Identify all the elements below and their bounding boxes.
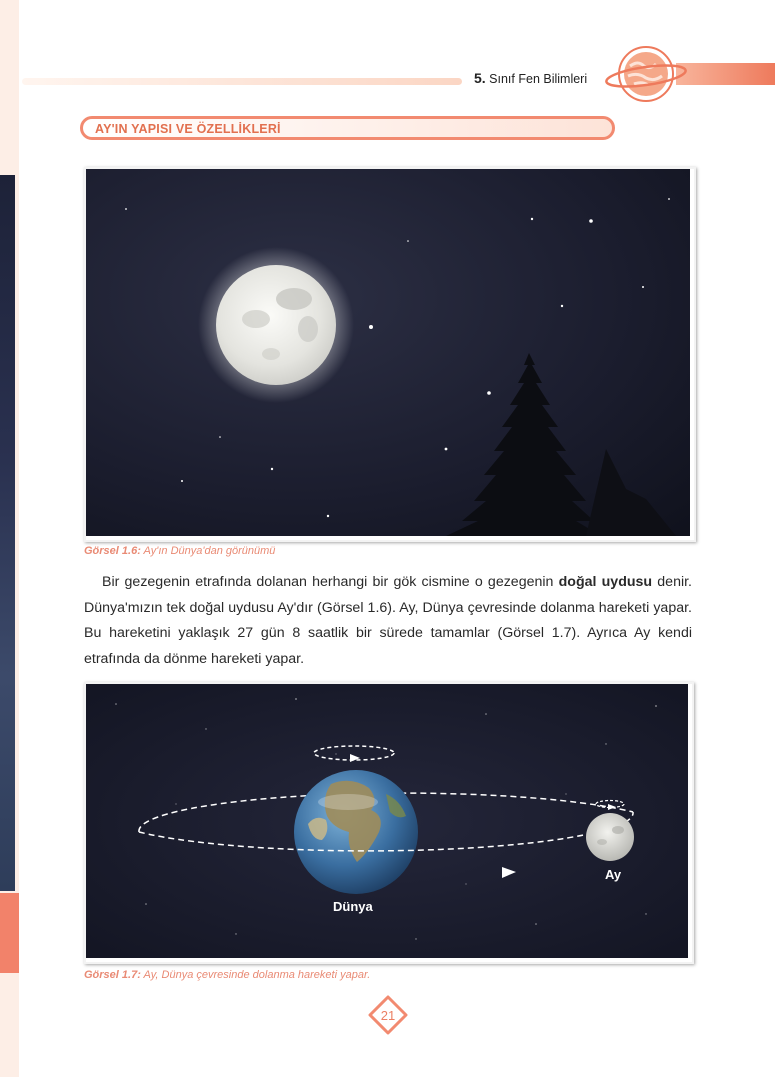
earth-label: Dünya — [333, 899, 373, 914]
header-title — [474, 70, 587, 86]
page-number-badge — [367, 994, 409, 1036]
figure2-caption — [84, 969, 370, 981]
section-banner — [80, 116, 615, 140]
planet-icon — [604, 44, 688, 104]
figure2-caption-label: Görsel 1.7: — [84, 969, 141, 981]
header-grade: 5. — [474, 70, 486, 86]
earth-moon-orbit-illustration — [86, 684, 688, 958]
body-text-after: denir. Dünya'mızın tek doğal uydusu Ay'dır (Görsel 1.6). Ay, Dünya çevresinde dolanma hareketi yapar. Bu hareketini yaklaşık 27 gün 8 saatlik bir sürede tamamlar (Görsel 1.7). Ayrıca Ay kendi etrafında da dönme hareketi yapar. — [84, 574, 692, 667]
body-bold-term: doğal uydusu — [558, 574, 653, 590]
body-paragraph — [84, 570, 692, 672]
page-number: 21 — [380, 1008, 396, 1023]
page-edge-accent — [0, 893, 19, 973]
moon-label: Ay — [605, 867, 622, 882]
orbit-diagram — [84, 682, 694, 964]
page-edge-image — [0, 175, 15, 891]
night-sky-illustration — [86, 169, 690, 536]
section-title: AY'IN YAPISI VE ÖZELLİKLERİ — [95, 122, 281, 136]
header-subject: Sınıf Fen Bilimleri — [489, 72, 588, 86]
header-rule — [22, 78, 462, 85]
figure1-caption-label: Görsel 1.6: — [84, 545, 141, 557]
moon-photo — [84, 167, 696, 542]
figure1-caption-text: Ay'ın Dünya'dan görünümü — [140, 545, 276, 557]
body-text-before: Bir gezegenin etrafında dolanan herhangi bir gök cismine o gezegenin — [102, 574, 559, 590]
figure1-caption — [84, 545, 275, 557]
figure2-caption-text: Ay, Dünya çevresinde dolanma hareketi yapar. — [140, 969, 371, 981]
header-bar — [676, 63, 775, 85]
